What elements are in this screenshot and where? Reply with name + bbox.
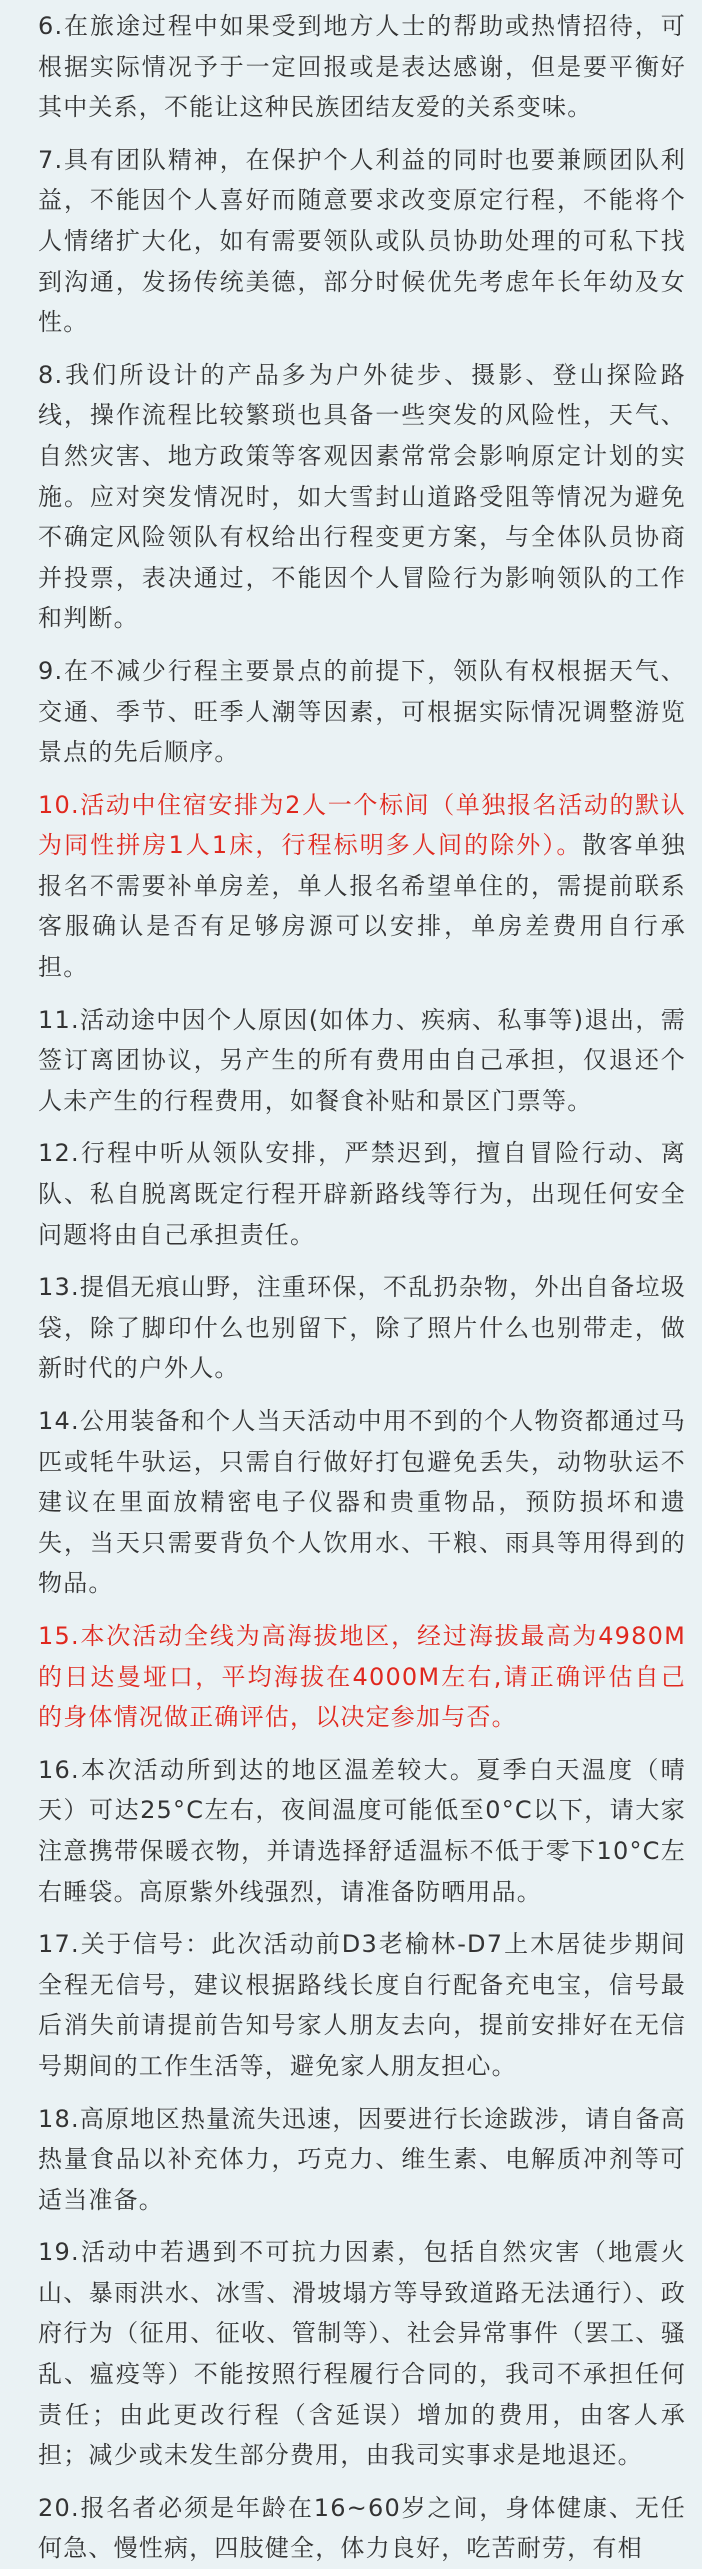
notice-item-18 <box>38 2099 686 2221</box>
item-number: 18. <box>38 2104 80 2133</box>
notice-item-15 <box>38 1616 686 1738</box>
item-number: 6. <box>38 12 64 40</box>
item-text: 报名者必须是年龄在16~60岁之间，身体健康、无任何急、慢性病，四肢健全，体力良好，吃苦耐劳，有相 <box>38 2493 686 2563</box>
item-text: 本次活动所到达的地区温差较大。夏季白天温度（晴天）可达25°C左右，夜间温度可能低至0°C以下，请大家注意携带保暖衣物，并请选择舒适温标不低于零下10°C左右睡袋。高原紫外线强烈，请准备防晒用品。 <box>38 1755 686 1906</box>
item-text: 具有团队精神，在保护个人利益的同时也要兼顾团队利益，不能因个人喜好而随意要求改变原定行程，不能将个人情绪扩大化，如有需要领队或队员协助处理的可私下找到沟通，发扬传统美德，部分时候优先考虑年长年幼及女性。 <box>38 145 686 337</box>
notice-item-13 <box>38 1267 686 1389</box>
item-highlight: 活动中住宿安排为2人一个标间（单独报名活动的默认为同性拼房1人1床，行程标明多人间的除外）。 <box>38 790 686 860</box>
item-number: 7. <box>38 145 64 174</box>
item-text: 我们所设计的产品多为户外徒步、摄影、登山探险路线，操作流程比较繁琐也具备一些突发的风险性，天气、自然灾害、地方政策等客观因素常常会影响原定计划的实施。应对突发情况时，如大雪封山道路受阻等情况为避免不确定风险领队有权给出行程变更方案，与全体队员协商并投票，表决通过，不能因个人冒险行为影响领队的工作和判断。 <box>38 360 686 633</box>
notice-item-19 <box>38 2232 686 2476</box>
item-text: 活动中若遇到不可抗力因素，包括自然灾害（地震火山、暴雨洪水、冰雪、滑坡塌方等导致道路无法通行）、政府行为（征用、征收、管制等）、社会异常事件（罢工、骚乱、瘟疫等）不能按照行程履行合同的，我司不承担任何责任；由此更改行程（含延误）增加的费用，由客人承担；减少或未发生部分费用，由我司实事求是地退还。 <box>38 2238 686 2470</box>
item-number: 15. <box>38 1621 80 1650</box>
item-text: 关于信号：此次活动前D3老榆林-D7上木居徒步期间全程无信号，建议根据路线长度自行配备充电宝，信号最后消失前请提前告知号家人朋友去向，提前安排好在无信号期间的工作生活等，避免家人朋友担心。 <box>38 1930 686 2080</box>
notice-item-8 <box>38 355 686 639</box>
notice-item-12 <box>38 1133 686 1255</box>
item-text: 散客单独报名不需要补单房差，单人报名希望单住的，需提前联系客服确认是否有足够房源可以安排，单房差费用自行承担。 <box>38 831 687 982</box>
item-number: 10. <box>38 790 80 819</box>
item-number: 13. <box>38 1273 80 1302</box>
item-number: 20. <box>38 2493 80 2522</box>
item-text: 在旅途过程中如果受到地方人士的帮助或热情招待，可根据实际情况予于一定回报或是表达感谢，但是要平衡好其中关系，不能让这种民族团结友爱的关系变味。 <box>38 12 686 122</box>
item-number: 19. <box>38 2238 80 2267</box>
notice-item-7 <box>38 140 686 343</box>
item-number: 9. <box>38 656 64 685</box>
notice-item-6 <box>38 6 686 128</box>
item-text: 公用装备和个人当天活动中用不到的个人物资都通过马匹或牦牛驮运，只需自行做好打包避免丢失，动物驮运不建议在里面放精密电子仪器和贵重物品，预防损坏和遗失，当天只需要背负个人饮用水、干粮、雨具等用得到的物品。 <box>38 1407 686 1598</box>
item-text: 在不减少行程主要景点的前提下，领队有权根据天气、交通、季节、旺季人潮等因素，可根据实际情况调整游览景点的先后顺序。 <box>38 656 686 767</box>
notice-item-16 <box>38 1750 686 1912</box>
item-number: 11. <box>38 1005 80 1034</box>
notice-item-9 <box>38 651 686 773</box>
item-text: 活动途中因个人原因(如体力、疾病、私事等)退出，需签订离团协议，另产生的所有费用由自己承担，仅退还个人未产生的行程费用，如餐食补贴和景区门票等。 <box>38 1005 686 1115</box>
item-text: 提倡无痕山野，注重环保，不乱扔杂物，外出自备垃圾袋，除了脚印什么也别留下，除了照片什么也别带走，做新时代的户外人。 <box>38 1273 686 1383</box>
notice-item-11 <box>38 1000 686 1122</box>
notice-item-10 <box>38 785 686 988</box>
item-highlight: 本次活动全线为高海拔地区，经过海拔最高为4980M的日达曼垭口，平均海拔在4000M左右,请正确评估自己的身体情况做正确评估，以决定参加与否。 <box>38 1621 686 1732</box>
notice-item-17 <box>38 1924 686 2086</box>
item-number: 16. <box>38 1755 80 1784</box>
item-number: 8. <box>38 360 64 389</box>
item-number: 14. <box>38 1407 80 1435</box>
item-text: 高原地区热量流失迅速，因要进行长途跋涉，请自备高热量食品以补充体力，巧克力、维生素、电解质冲剂等可适当准备。 <box>38 2104 686 2214</box>
item-number: 17. <box>38 1930 80 1959</box>
notice-item-14 <box>38 1401 686 1604</box>
item-number: 12. <box>38 1139 80 1168</box>
item-text: 行程中听从领队安排，严禁迟到，擅自冒险行动、离队、私自脱离既定行程开辟新路线等行为，出现任何安全问题将由自己承担责任。 <box>38 1139 686 1249</box>
notice-item-20 <box>38 2488 686 2569</box>
